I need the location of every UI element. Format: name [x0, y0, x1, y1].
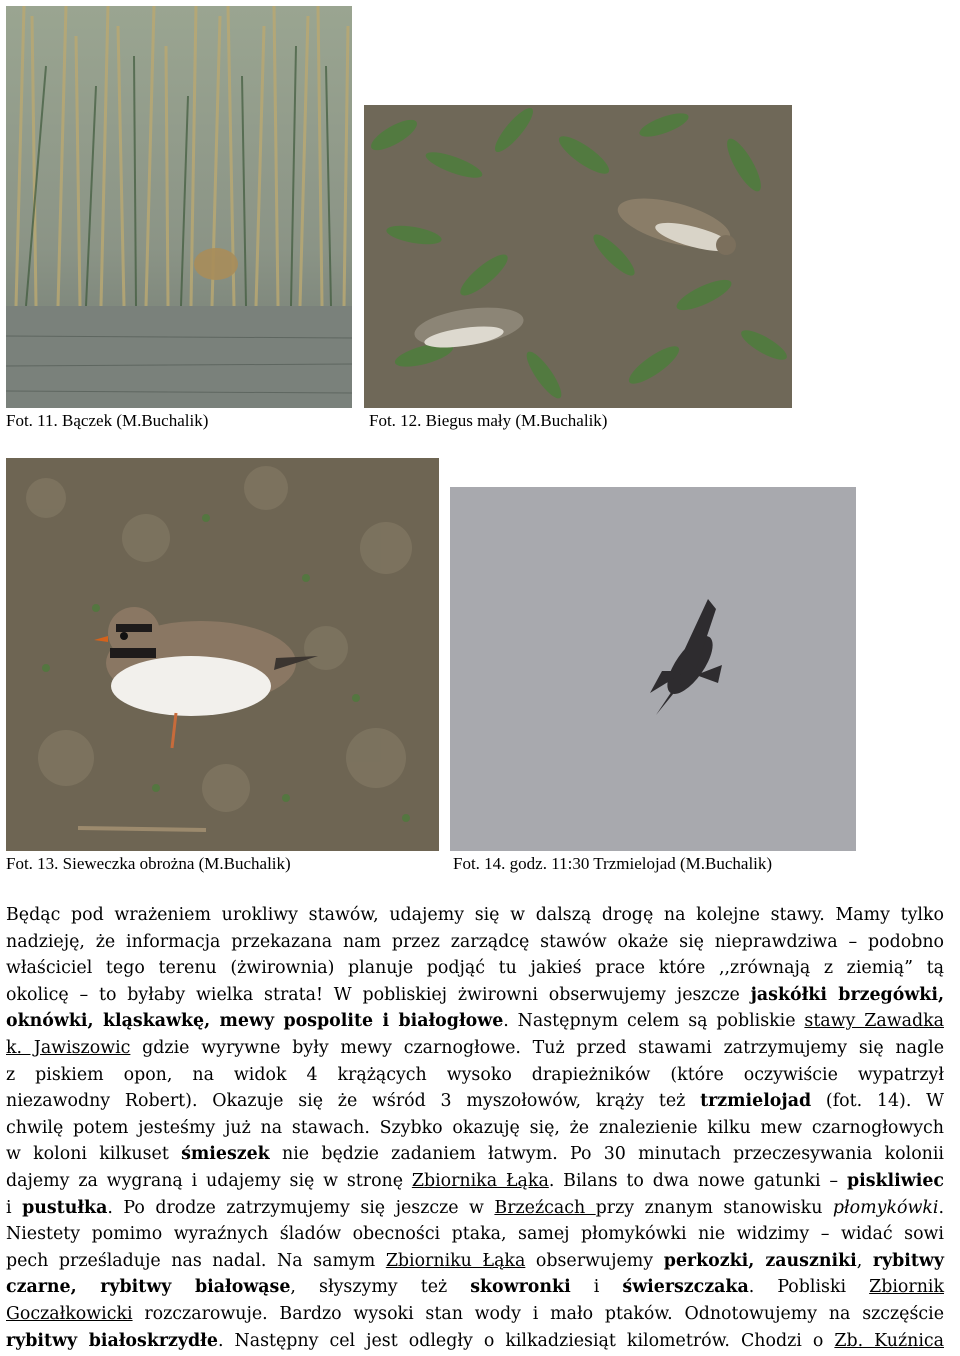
- link-jawiszowic[interactable]: k. Jawiszowic: [6, 1037, 131, 1058]
- link-zbiornik-goczalkowicki[interactable]: Zbiornik: [869, 1277, 945, 1298]
- text-line: chwilę potem jesteśmy już na stawach. Szybko okazuję się, że znalezienie kilku mew czarnogłowych: [6, 1117, 944, 1138]
- link-zbiornika-laka[interactable]: Zbiornika Łąka: [411, 1170, 549, 1191]
- text-line: Niestety pomimo wyraźnych śladów obecności ptaka, samej płomykówki nie widzimy – widać sowi: [6, 1224, 944, 1245]
- text-line: pech prześladuje nas nadal. Na samym Zbiorniku Łąka obserwujemy perkozki, zauszniki, rybitwy: [6, 1250, 945, 1271]
- text-line: oknówki, kląskawkę, mewy pospolite i białogłowe. Następnym celem są pobliskie stawy Zawadka: [6, 1011, 944, 1032]
- species-perkozki-zauszniki: perkozki, zauszniki: [663, 1250, 857, 1271]
- text-line: w koloni kilkuset śmieszek nie będzie zadaniem łatwym. Po 30 minutach przeczesywania kolonii: [6, 1144, 944, 1165]
- photo-fot-13-sieweczka-obrozna: [6, 458, 439, 851]
- species-rybitwy: rybitwy: [872, 1250, 945, 1271]
- text-line: z piskiem opon, na widok 4 krążących wysoko drapieżników (które oczywiście wypatrzył: [6, 1064, 944, 1085]
- photo-fot-11-baczek: [6, 6, 352, 408]
- text-line: czarne, rybitwy białowąse, słyszymy też skowronki i świerszczaka. Pobliski Zbiornik: [6, 1277, 945, 1298]
- species-rybitwy-bialoskrzydle: rybitwy białoskrzydłe: [6, 1330, 218, 1351]
- link-zb-kuznica[interactable]: Zb. Kuźnica: [834, 1330, 944, 1351]
- caption-fot-11: Fot. 11. Bączek (M.Buchalik): [6, 411, 209, 430]
- species-piskliwiec: piskliwiec: [846, 1170, 944, 1191]
- text-line: i pustułka. Po drodze zatrzymujemy się jeszcze w Brzeźcach przy znanym stanowisku płomykówki.: [6, 1197, 944, 1218]
- species-skowronki: skowronki: [470, 1277, 571, 1298]
- text-line: Goczałkowicki rozczarowuje. Bardzo wysoki stan wody i mało ptaków. Odnotowujemy na szczęście: [6, 1303, 944, 1324]
- species-swierszczaka: świerszczaka: [622, 1277, 749, 1298]
- text-line: nadzieję, że informacja przekazana nam przez zarządcę stawów okaże się nieprawdziwa – podobno: [6, 931, 944, 952]
- text-line: niezawodny Robert). Okazuje się że wśród 3 myszołowów, krąży też trzmielojad (fot. 14). W: [6, 1091, 945, 1112]
- species-trzmielojad: trzmielojad: [700, 1091, 812, 1112]
- species-jaskolki-brzegowki: jaskółki brzegówki,: [750, 984, 944, 1005]
- text-line: k. Jawiszowic gdzie wyrywne były mewy czarnogłowe. Tuż przed stawami zatrzymujemy się nagle: [6, 1037, 944, 1058]
- caption-fot-13: Fot. 13. Sieweczka obrożna (M.Buchalik): [6, 854, 291, 873]
- link-goczalkowicki[interactable]: Goczałkowicki: [6, 1303, 133, 1324]
- body-paragraph: [6, 902, 944, 1354]
- species-smieszek: śmieszek: [181, 1144, 270, 1165]
- caption-fot-12: Fot. 12. Biegus mały (M.Buchalik): [369, 411, 608, 430]
- link-stawy-zawadka[interactable]: stawy Zawadka: [804, 1011, 944, 1032]
- text-line: dajemy za wygraną i udajemy się w stronę Zbiornika Łąka. Bilans to dwa nowe gatunki – piskliwiec: [6, 1170, 944, 1191]
- caption-fot-14: Fot. 14. godz. 11:30 Trzmielojad (M.Buchalik): [453, 854, 773, 873]
- species-plomykowki: płomykówki: [832, 1197, 939, 1218]
- photo-fot-12-biegus-maly: [364, 105, 792, 408]
- link-brzezcach[interactable]: Brzeźcach: [494, 1197, 596, 1218]
- text-line: właściciel tego terenu (żwirownia) planuje podjąć tu jakieś prace które ,,zrównają z ziemią” tą: [6, 958, 944, 979]
- text-line: Będąc pod wrażeniem urokliwy stawów, udajemy się w dalszą drogę na kolejne stawy. Mamy tylko: [6, 905, 944, 925]
- text-line: okolicę – to byłaby wielka strata! W pobliskiej żwirowni obserwujemy jeszcze jaskółki brzegówki,: [6, 984, 944, 1005]
- photo-fot-14-trzmielojad: [450, 487, 856, 851]
- species-rybitwy-czarne-bialowase: czarne, rybitwy białowąse: [6, 1277, 291, 1298]
- text-line: rybitwy białoskrzydłe. Następny cel jest odległy o kilkadziesiąt kilometrów. Chodzi o Zb. Kuźnica: [6, 1330, 944, 1351]
- species-list-oknowki: oknówki, kląskawkę, mewy pospolite i białogłowe: [6, 1011, 504, 1032]
- species-pustulka: pustułka: [22, 1197, 108, 1218]
- link-zbiorniku-laka[interactable]: Zbiorniku Łąka: [385, 1250, 526, 1271]
